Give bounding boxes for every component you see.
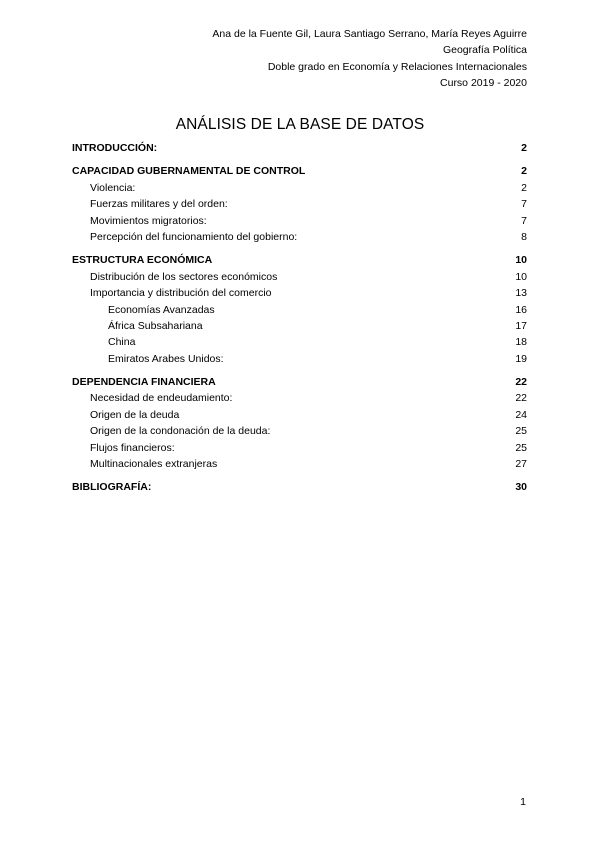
toc-entry-title: Economías Avanzadas (108, 303, 215, 316)
toc-entry-title: Origen de la condonación de la deuda: (90, 425, 271, 438)
toc-entry-page: 7 (521, 214, 527, 227)
document-title: ANÁLISIS DE LA BASE DE DATOS (175, 116, 425, 133)
toc-entry[interactable] (72, 407, 527, 423)
toc-entry[interactable] (72, 334, 527, 350)
toc-entry[interactable] (72, 285, 527, 301)
table-of-contents (72, 140, 527, 496)
toc-entry[interactable] (72, 374, 527, 390)
toc-entry-page: 18 (515, 336, 527, 349)
toc-entry[interactable] (72, 318, 527, 334)
toc-entry-page: 25 (515, 441, 527, 454)
toc-entry-title: Origen de la deuda (90, 408, 180, 421)
toc-entry-page: 22 (515, 392, 527, 405)
toc-entry-page: 24 (515, 408, 527, 421)
toc-entry-title: Fuerzas militares y del orden: (90, 198, 228, 211)
toc-entry-title: DEPENDENCIA FINANCIERA (72, 376, 216, 389)
toc-entry[interactable] (72, 213, 527, 229)
toc-entry-title: Emiratos Arabes Unidos: (108, 352, 224, 365)
page-number: 1 (520, 796, 526, 808)
toc-entry-page: 17 (515, 319, 527, 332)
toc-entry[interactable] (72, 269, 527, 285)
subject-line: Geografía Política (442, 44, 527, 57)
toc-entry-page: 8 (521, 230, 527, 243)
toc-entry-title: Necesidad de endeudamiento: (90, 392, 233, 405)
toc-entry-title: Importancia y distribución del comercio (90, 287, 272, 300)
toc-entry-title: Multinacionales extranjeras (90, 458, 218, 471)
authors-line: Ana de la Fuente Gil, Laura Santiago Serrano, María Reyes Aguirre (212, 28, 527, 40)
toc-entry[interactable] (72, 302, 527, 318)
toc-entry-page: 2 (521, 181, 527, 194)
toc-entry-page: 22 (515, 376, 527, 389)
page-header (212, 26, 527, 92)
course-line: Curso 2019 - 2020 (440, 77, 527, 90)
toc-entry-title: China (108, 336, 136, 349)
degree-line: Doble grado en Economía y Relaciones Internacionales (267, 60, 527, 73)
toc-entry-page: 27 (515, 458, 527, 471)
toc-entry[interactable] (72, 196, 527, 212)
toc-entry-title: BIBLIOGRAFÍA: (72, 481, 152, 494)
toc-entry-title: CAPACIDAD GUBERNAMENTAL DE CONTROL (72, 165, 306, 178)
toc-entry[interactable] (72, 440, 527, 456)
toc-entry-title: Flujos financieros: (90, 441, 175, 454)
toc-entry-title: INTRODUCCIÓN: (72, 142, 158, 154)
toc-entry-title: Percepción del funcionamiento del gobierno: (90, 230, 298, 243)
toc-entry-title: ESTRUCTURA ECONÓMICA (72, 254, 213, 267)
toc-entry-title: Distribución de los sectores económicos (90, 270, 278, 283)
toc-entry-page: 25 (515, 425, 527, 438)
toc-entry-title: Violencia: (90, 181, 136, 194)
toc-entry[interactable] (72, 479, 527, 495)
toc-entry-title: Movimientos migratorios: (90, 214, 207, 227)
toc-entry[interactable] (72, 229, 527, 245)
toc-entry-page: 19 (515, 352, 527, 365)
toc-entry-page: 2 (521, 142, 527, 154)
toc-entry-page: 10 (515, 254, 527, 267)
toc-entry-title: África Subsahariana (108, 319, 203, 332)
toc-entry-page: 10 (515, 270, 527, 283)
toc-entry-page: 16 (515, 303, 527, 316)
toc-entry[interactable] (72, 180, 527, 196)
toc-entry[interactable] (72, 252, 527, 268)
toc-entry-page: 13 (515, 287, 527, 300)
toc-entry-page: 2 (521, 165, 527, 178)
toc-entry-page: 7 (521, 198, 527, 211)
toc-entry-page: 30 (515, 481, 527, 494)
toc-entry[interactable] (72, 140, 527, 156)
toc-entry[interactable] (72, 456, 527, 472)
toc-entry[interactable] (72, 390, 527, 406)
toc-entry[interactable] (72, 351, 527, 367)
toc-entry[interactable] (72, 163, 527, 179)
toc-entry[interactable] (72, 423, 527, 439)
